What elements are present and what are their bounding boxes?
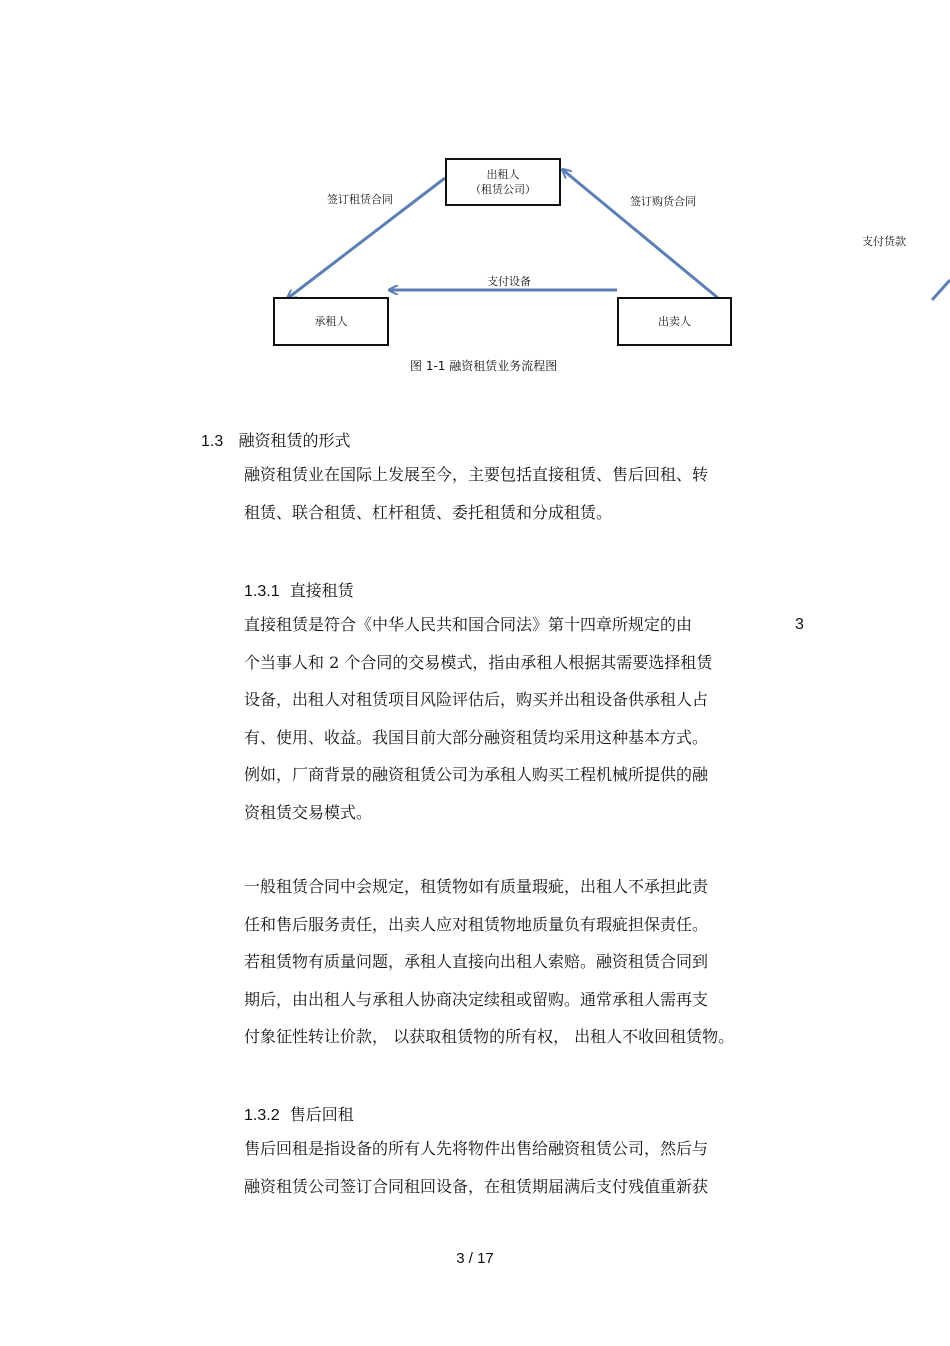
section-1-3-number: 1.3 [201, 433, 224, 450]
paragraph-line: 融资租赁公司签订合同租回设备，在租赁期届满后支付残值重新获 [244, 1176, 709, 1196]
paragraph-line: 租赁、联合租赁、杠杆租赁、委托租赁和分成租赁。 [244, 502, 613, 522]
paragraph-line: 付象征性转让价款， 以获取租赁物的所有权， 出租人不收回租赁物。 [244, 1027, 735, 1047]
paragraph-line: 例如，厂商背景的融资租赁公司为承租人购买工程机械所提供的融 [244, 765, 709, 785]
section-1-3-1-title: 直接租赁 [289, 581, 354, 600]
section-1-3-1-heading [244, 578, 354, 601]
page-number: 3 / 17 [456, 1250, 494, 1267]
paragraph-line: 资租赁交易模式。 [244, 802, 373, 822]
section-1-3-2-title: 售后回租 [289, 1105, 354, 1124]
lessee-box [273, 297, 389, 346]
label-pay-price: 支付货款 [862, 235, 906, 248]
figure-caption: 图 1-1 融资租赁业务流程图 [410, 359, 558, 373]
paragraph-line: 任和售后服务责任，出卖人应对租赁物地质量负有瑕疵担保责任。 [244, 914, 709, 934]
paragraph-line: 直接租赁是符合《中华人民共和国合同法》第十四章所规定的由 [244, 615, 693, 634]
section-1-3-heading [201, 428, 351, 451]
lessor-box [445, 158, 561, 206]
label-purchase-contract: 签订购货合同 [630, 195, 696, 208]
paragraph-line: 售后回租是指设备的所有人先将物件出售给融资租赁公司，然后与 [244, 1139, 709, 1158]
section-1-3-1-number: 1.3.1 [244, 583, 280, 600]
label-lease-contract: 签订租赁合同 [327, 193, 393, 206]
paragraph-line: 一般租赁合同中会规定，租赁物如有质量瑕疵，出租人不承担此责 [244, 877, 709, 896]
section-1-3-2-heading [244, 1102, 354, 1125]
section-1-3-title: 融资租赁的形式 [238, 431, 351, 450]
arrow-seller-to-lessor [563, 170, 718, 298]
seller-box-label: 出卖人 [658, 315, 691, 328]
section-1-3-paragraph [244, 456, 804, 531]
section-1-3-2-number: 1.3.2 [244, 1107, 280, 1124]
lessor-box-line2: （租赁公司） [470, 183, 536, 196]
arrow-partial-edge [932, 280, 950, 300]
paragraph-line: 个当事人和 2 个合同的交易模式，指由承租人根据其需要选择租赁 [244, 652, 713, 672]
paragraph-line: 有、使用、收益。我国目前大部分融资租赁均采用这种基本方式。 [244, 727, 709, 747]
margin-number: 3 [795, 616, 804, 633]
section-1-3-2-paragraph [244, 1130, 804, 1205]
section-1-3-1-paragraph-2 [244, 868, 804, 1056]
section-1-3-1-paragraph-1 [244, 606, 804, 832]
paragraph-line: 期后，由出租人与承租人协商决定续租或留购。通常承租人需再支 [244, 989, 709, 1009]
paragraph-line: 融资租赁业在国际上发展至今，主要包括直接租赁、售后回租、转 [244, 465, 709, 484]
seller-box [617, 297, 732, 346]
lessor-box-line1: 出租人 [486, 168, 520, 181]
paragraph-line: 若租赁物有质量问题，承租人直接向出租人索赔。融资租赁合同到 [244, 952, 709, 972]
label-pay-equipment: 支付设备 [487, 275, 531, 288]
lessee-box-label: 承租人 [314, 315, 348, 328]
paragraph-line: 设备，出租人对租赁项目风险评估后，购买并出租设备供承租人占 [244, 690, 709, 710]
